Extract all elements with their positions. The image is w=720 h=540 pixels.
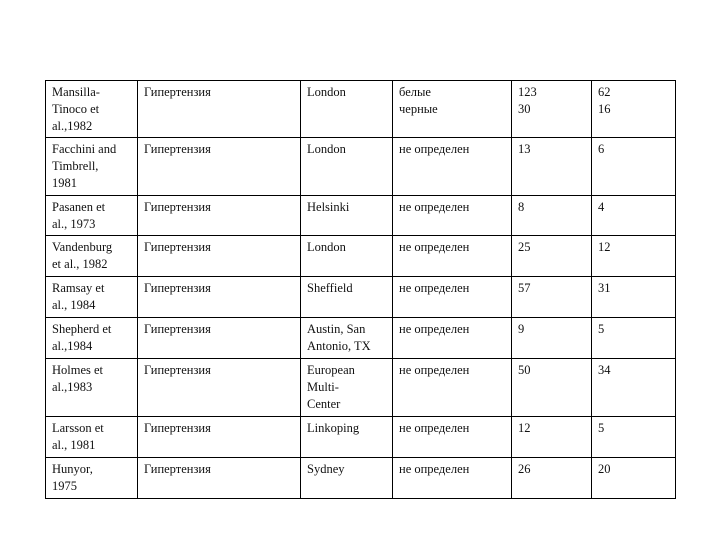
study-cell: Hunyor, 1975 xyxy=(46,458,138,499)
population-cell: не определен xyxy=(393,236,512,277)
count-cell-a: 8 xyxy=(512,196,592,236)
location-cell: London xyxy=(301,236,393,277)
condition-cell: Гипертензия xyxy=(138,277,301,318)
studies-table-body xyxy=(46,81,676,499)
count-cell-b: 34 xyxy=(592,359,676,417)
study-cell: Larsson et al., 1981 xyxy=(46,417,138,458)
population-cell: не определен xyxy=(393,318,512,359)
count-cell-b: 5 xyxy=(592,318,676,359)
count-cell-a: 25 xyxy=(512,236,592,277)
study-cell: Facchini and Timbrell, 1981 xyxy=(46,138,138,196)
population-cell: не определен xyxy=(393,138,512,196)
condition-cell: Гипертензия xyxy=(138,359,301,417)
study-cell: Pasanen et al., 1973 xyxy=(46,196,138,236)
condition-cell: Гипертензия xyxy=(138,138,301,196)
study-cell: Mansilla- Tinoco et al.,1982 xyxy=(46,81,138,138)
condition-cell: Гипертензия xyxy=(138,196,301,236)
condition-cell: Гипертензия xyxy=(138,81,301,138)
table-row xyxy=(46,236,676,277)
count-cell-a: 13 xyxy=(512,138,592,196)
location-cell: London xyxy=(301,138,393,196)
study-cell: Vandenburg et al., 1982 xyxy=(46,236,138,277)
population-cell: не определен xyxy=(393,458,512,499)
count-cell-b: 5 xyxy=(592,417,676,458)
location-cell: Sheffield xyxy=(301,277,393,318)
table-row xyxy=(46,277,676,318)
study-cell: Holmes et al.,1983 xyxy=(46,359,138,417)
count-cell-a: 123 30 xyxy=(512,81,592,138)
count-cell-b: 6 xyxy=(592,138,676,196)
location-cell: Austin, San Antonio, TX xyxy=(301,318,393,359)
studies-table xyxy=(45,80,676,499)
study-cell: Shepherd et al.,1984 xyxy=(46,318,138,359)
table-row xyxy=(46,318,676,359)
table-row xyxy=(46,417,676,458)
location-cell: Helsinki xyxy=(301,196,393,236)
table-row xyxy=(46,359,676,417)
population-cell: не определен xyxy=(393,196,512,236)
table-row xyxy=(46,138,676,196)
count-cell-b: 12 xyxy=(592,236,676,277)
location-cell: European Multi- Center xyxy=(301,359,393,417)
population-cell: не определен xyxy=(393,277,512,318)
population-cell: не определен xyxy=(393,417,512,458)
condition-cell: Гипертензия xyxy=(138,458,301,499)
population-cell: белые черные xyxy=(393,81,512,138)
count-cell-a: 57 xyxy=(512,277,592,318)
condition-cell: Гипертензия xyxy=(138,236,301,277)
count-cell-b: 20 xyxy=(592,458,676,499)
condition-cell: Гипертензия xyxy=(138,417,301,458)
count-cell-a: 12 xyxy=(512,417,592,458)
table-row xyxy=(46,196,676,236)
count-cell-a: 50 xyxy=(512,359,592,417)
location-cell: Linkoping xyxy=(301,417,393,458)
count-cell-b: 31 xyxy=(592,277,676,318)
location-cell: Sydney xyxy=(301,458,393,499)
count-cell-b: 62 16 xyxy=(592,81,676,138)
count-cell-b: 4 xyxy=(592,196,676,236)
location-cell: London xyxy=(301,81,393,138)
count-cell-a: 9 xyxy=(512,318,592,359)
condition-cell: Гипертензия xyxy=(138,318,301,359)
table-row xyxy=(46,81,676,138)
study-cell: Ramsay et al., 1984 xyxy=(46,277,138,318)
population-cell: не определен xyxy=(393,359,512,417)
table-row xyxy=(46,458,676,499)
count-cell-a: 26 xyxy=(512,458,592,499)
